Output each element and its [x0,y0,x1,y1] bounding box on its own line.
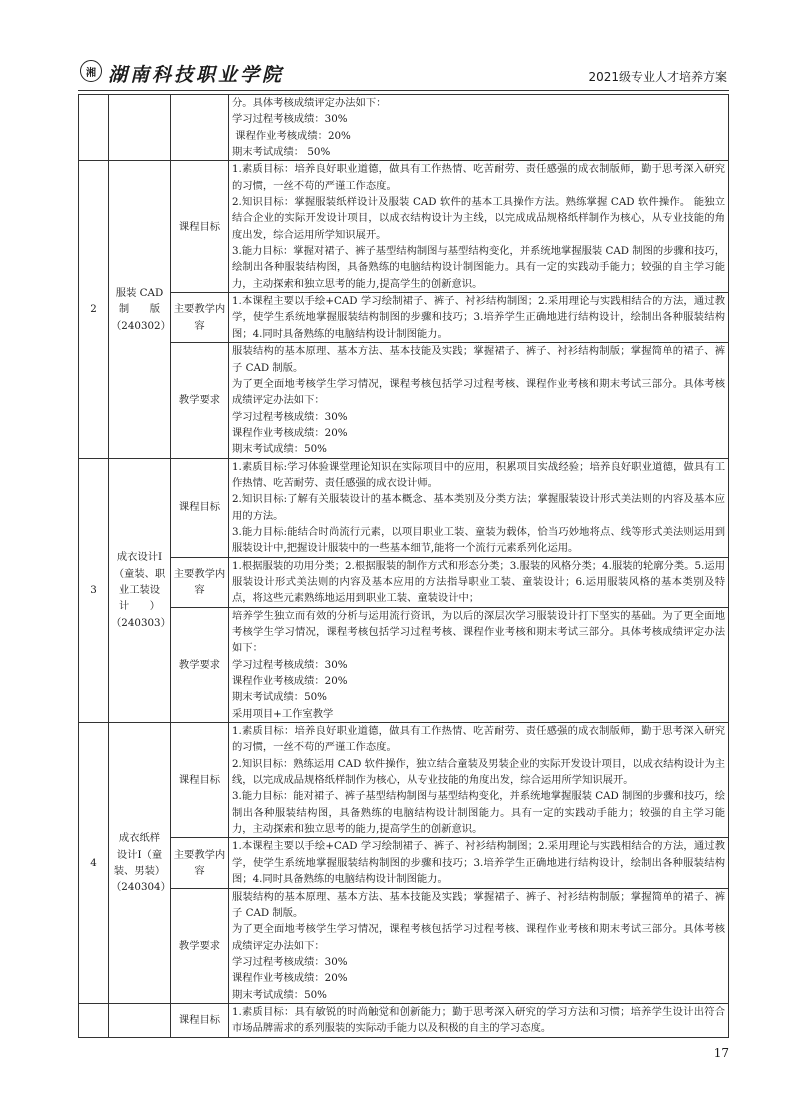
content-line: 期末考试成绩： 50% [232,146,331,159]
course-number [79,1003,109,1037]
course-name-line: （童装、职 [113,567,166,580]
section-label: 教学要求 [171,607,229,722]
content-line: 3.能力目标:能结合时尚流行元素，以项目职业工装、童装为载体，恰当巧妙地将点、线等形式美法则运用到服装设计中,把握设计服装中的一些基本细节,能将一个流行元素系列化运用。 [232,525,725,555]
table-row [79,293,729,343]
table-row [79,343,729,458]
content-line: 学习过程考核成绩：30% [232,410,348,423]
course-name-line: （240303） [111,616,171,629]
content-line: 学习过程考核成绩：30% [232,955,348,968]
content-line: 课程作业考核成绩：20% [232,675,348,688]
plan-title: 2021级专业人才培养方案 [588,70,727,84]
course-name-cell [109,723,171,1004]
section-label: 教学要求 [171,343,229,458]
course-name-line: 设计Ⅰ（童 [116,848,163,861]
course-name-line: 制 版 [118,303,161,316]
course-table-wrapper [78,94,729,1038]
content-line: 3.能力目标：掌握对裙子、裤子基型结构制图与基型结构变化，并系统地掌握服装 CAD 制图的步骤和技巧，绘制出各种服装结构图，具备熟练的电脑结构设计制图能力。具有一定的实践动手能力；较强的自主学习能力，主动探索和独立思考的能力,提高学生的创新意识。 [232,245,726,290]
section-label: 课程目标 [171,161,229,293]
course-name-cell [109,1003,171,1037]
section-label: 教学要求 [171,888,229,1003]
section-content [229,557,729,607]
table-row [79,161,729,293]
table-row [79,888,729,1003]
table-row [79,458,729,557]
content-line: 期末考试成绩：50% [232,691,327,704]
course-name-line: 业工装设 [118,584,161,597]
content-line: 期末考试成绩：50% [232,443,327,456]
content-line: 学习过程考核成绩：30% [232,113,348,126]
table-row [79,838,729,888]
school-name: 湖南科技职业学院 [108,64,285,86]
table-row [79,95,729,161]
content-line: 1.素质目标：具有敏锐的时尚触觉和创新能力；勤于思考深入研究的学习方法和习惯；培养学生设计出符合市场品牌需求的系列服装的实际动手能力以及积极的自主的学习态度。 [232,1005,725,1035]
section-label: 课程目标 [171,723,229,838]
table-row [79,723,729,838]
section-content [229,95,729,161]
table-row [79,607,729,722]
course-name-cell [109,95,171,161]
content-line: 为了更全面地考核学生学习情况，课程考核包括学习过程考核、课程作业考核和期末考试三部分。具体考核成绩评定办法如下： [232,377,725,407]
section-label: 主要教学内容 [171,557,229,607]
content-line: 期末考试成绩：50% [232,988,327,1001]
course-name-line: 成衣设计Ⅰ [116,551,163,564]
section-label [171,95,229,161]
content-line: 课程作业考核成绩：20% [232,426,348,439]
page-number: 17 [713,1046,729,1060]
section-label: 主要教学内容 [171,838,229,888]
content-line: 2.知识目标:了解有关服装设计的基本概念、基本类别及分类方法；掌握服装设计形式美法则的内容及基本应用的方法。 [232,493,725,522]
school-logo-icon: 湘 [80,60,102,82]
content-line: 为了更全面地考核学生学习情况，课程考核包括学习过程考核、课程作业考核和期末考试三部分。具体考核成绩评定办法如下： [232,923,725,952]
section-content [229,888,729,1003]
course-name-line: 成衣纸样 [118,832,161,845]
section-content [229,343,729,458]
course-table [78,94,729,1038]
content-line: 学习过程考核成绩：30% [232,658,348,671]
content-line: 3.能力目标：能对裙子、裤子基型结构制图与基型结构变化，并系统地掌握服装 CAD 制图的步骤和技巧，绘制出各种服装结构图，具备熟练的电脑结构设计制图能力。具有一定的实践动手能力；较强的自主学习能力，主动探索和独立思考的能力,提高学生的创新意识。 [232,790,726,836]
section-label: 课程目标 [171,1003,229,1037]
section-label: 课程目标 [171,458,229,557]
section-content [229,838,729,888]
section-content [229,607,729,722]
section-content [229,1003,729,1037]
content-line: 课程作业考核成绩：20% [232,129,351,142]
table-row [79,1003,729,1037]
content-line: 采用项目+工作室教学 [232,707,334,720]
course-name-cell [109,161,171,458]
content-line: 1.本课程主要以手绘+CAD 学习绘制裙子、裤子、衬衫结构制图；2.采用理论与实践相结合的方法，通过教学，使学生系统地掌握服装结构制图的步骤和技巧；3.培养学生正确地进行结构设计，绘制出各种服装结构图；4.同时具备熟练的电脑结构设计制图能力。 [232,295,725,340]
course-number: 2 [79,161,109,458]
course-number: 4 [79,723,109,1004]
section-label: 主要教学内容 [171,293,229,343]
content-line: 1.素质目标：培养良好职业道德，做具有工作热情、吃苦耐劳、责任感强的成衣制版师，勤于思考深入研究的习惯，一丝不苟的严谨工作态度。 [232,163,725,192]
page-header [78,56,729,91]
course-name-line: 服装 CAD [115,286,164,299]
course-name-line: （240302） [111,319,171,332]
content-line: 服装结构的基本原理、基本方法、基本技能及实践；掌握裙子、裤子、衬衫结构制版；掌握简单的裙子、裤子 CAD 制版。 [232,345,725,374]
content-line: 分。具体考核成绩评定办法如下： [232,97,387,109]
content-line: 2.知识目标：掌握服装纸样设计及服装 CAD 软件的基本工具操作方法。熟练掌握 CAD 软件操作。 能独立结合企业的实际开发设计项目，以成衣结构设计为主线，以完成成品规格纸样制作为核心，从专业技能的角度出发，综合运用所学知识展开。 [232,196,725,241]
course-number: 3 [79,458,109,723]
section-content [229,723,729,838]
content-line: 服装结构的基本原理、基本方法、基本技能及实践；掌握裙子、裤子、衬衫结构制版；掌握简单的裙子、裤子 CAD 制版。 [232,890,725,919]
course-name-cell [109,458,171,723]
section-content [229,458,729,557]
content-line: 1.根据服装的功用分类；2.根据服装的制作方式和形态分类；3.服装的风格分类；4.服装的轮廓分类。5.运用服装设计形式美法则的内容及基本应用的方法指导职业工装、童装设计；6.运用服装风格的基本类别及特点，将这些元素熟练地运用到职业工装、童装设计中； [232,559,725,605]
content-line: 培养学生独立而有效的分析与运用流行资讯，为以后的深层次学习服装设计打下坚实的基础。为了更全面地考核学生学习情况，课程考核包括学习过程考核、课程作业考核和期末考试三部分。具体考核成绩评定办法如下： [232,609,725,655]
content-line: 课程作业考核成绩：20% [232,972,348,985]
section-content [229,293,729,343]
content-line: 1.素质目标:学习体验课堂理论知识在实际项目中的应用，积累项目实战经验；培养良好职业道德，做具有工作热情、吃苦耐劳、责任感强的成衣设计师。 [232,460,725,489]
course-number [79,95,109,161]
content-line: 1.本课程主要以手绘+CAD 学习绘制裙子、裤子、衬衫结构制图；2.采用理论与实践相结合的方法，通过教学，使学生系统地掌握服装结构制图的步骤和技巧；3.培养学生正确地进行结构设计，绘制出各种服装结构图；4.同时具备熟练的电脑结构设计制图能力。 [232,840,725,886]
section-content [229,161,729,293]
course-name-line: （240304） [111,881,171,894]
content-line: 1.素质目标：培养良好职业道德，做具有工作热情、吃苦耐劳、责任感强的成衣制版师，勤于思考深入研究的习惯，一丝不苟的严谨工作态度。 [232,725,725,754]
course-name-line: 装、男装） [113,864,166,877]
course-name-line: 计 ） [118,600,161,613]
content-line: 2.知识目标：熟练运用 CAD 软件操作，独立结合童装及男装企业的实际开发设计项目，以成衣结构设计为主线，以完成成品规格纸样制作为核心，从专业技能的角度出发，综合运用所学知识展开。 [232,757,726,787]
table-row [79,557,729,607]
